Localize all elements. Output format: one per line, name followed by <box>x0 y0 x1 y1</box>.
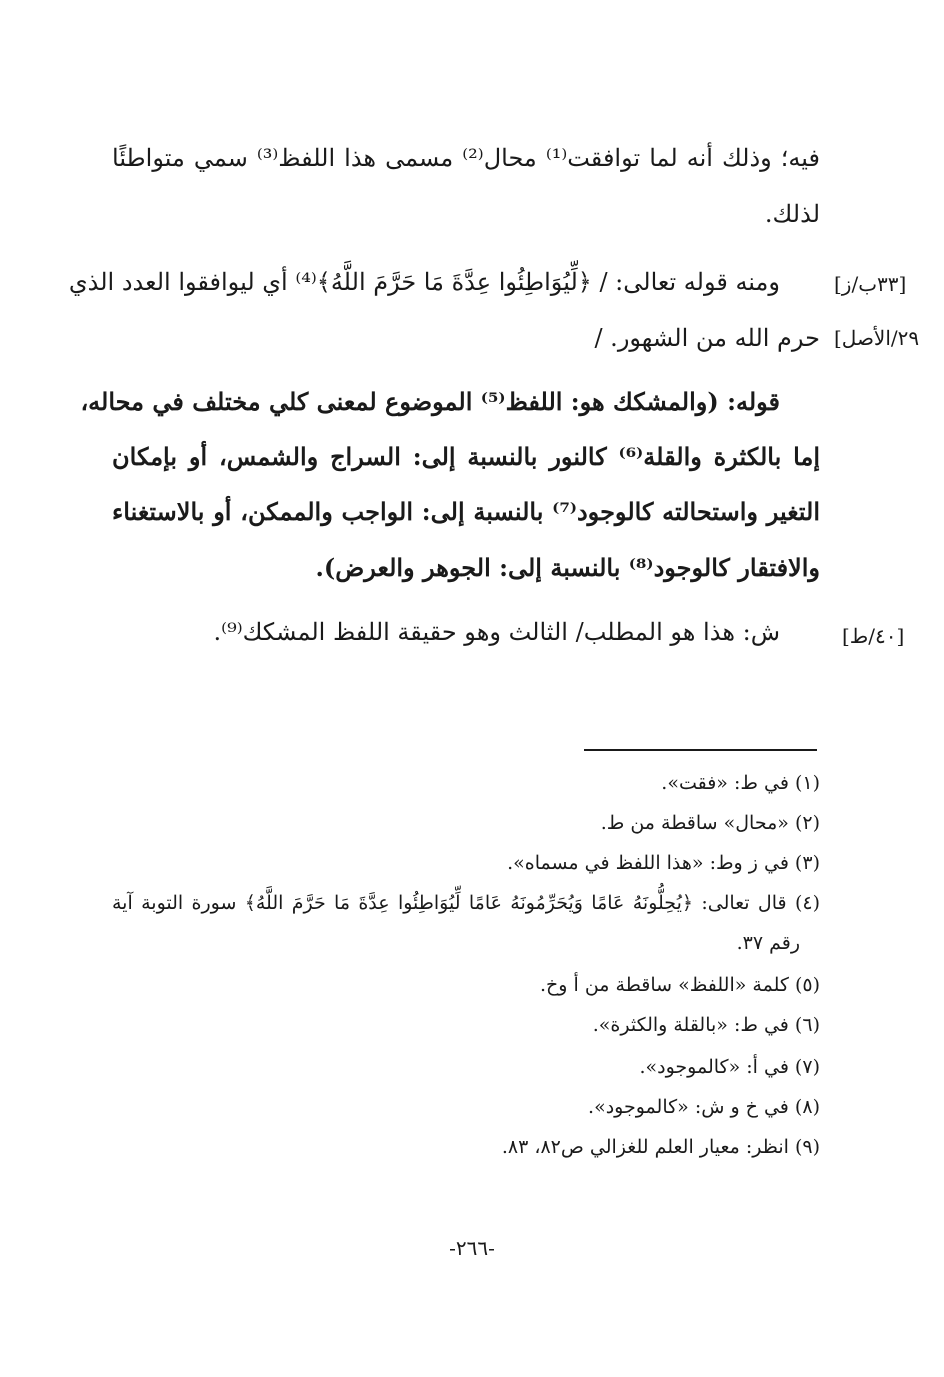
body-line-6: إما بالكثرة والقلة⁽⁶⁾ كالنور بالنسبة إلى: السراج والشمس، أو بإمكان <box>112 442 820 471</box>
body-line-7: التغير واستحالته كالوجود⁽⁷⁾ بالنسبة إلى: الواجب والممكن، أو بالاستغناء <box>112 497 820 526</box>
body-line-2: لذلك. <box>764 200 820 228</box>
footnote-4-continued: رقم ٣٧. <box>736 932 800 954</box>
footnote-9: (٩) انظر: معيار العلم للغزالي ص٨٢، ٨٣. <box>501 1136 820 1158</box>
body-line-3: ومنه قوله تعالى: / ﴿لِّيُوَاطِئُوا عِدَّةَ مَا حَرَّمَ اللَّهُ﴾⁽⁴⁾ أي ليوافقوا العدد الذي <box>68 268 780 296</box>
footnote-divider <box>584 749 817 751</box>
footnote-5: (٥) كلمة «اللفظ» ساقطة من أ وخ. <box>539 974 820 996</box>
footnote-6: (٦) في ط: «بالقلة والكثرة». <box>592 1014 820 1036</box>
margin-note-33b-z: [٣٣ب/ز] <box>834 272 907 296</box>
footnote-8: (٨) في خ و ش: «كالموجود». <box>588 1096 820 1118</box>
body-line-4: حرم الله من الشهور. / <box>594 324 820 352</box>
body-line-9: ش: هذا هو المطلب/ الثالث وهو حقيقة اللفظ المشكك⁽⁹⁾. <box>213 618 780 646</box>
margin-note-40-t: [٤٠/ط] <box>842 624 905 648</box>
footnote-7: (٧) في أ: «كالموجود». <box>639 1056 820 1078</box>
body-line-8: والافتقار كالوجود⁽⁸⁾ بالنسبة إلى: الجوهر والعرض). <box>315 553 820 582</box>
margin-note-29-asl: ٢٩/الأصل] <box>834 326 920 350</box>
footnote-3: (٣) في ز وط: «هذا اللفظ في مسماه». <box>507 852 820 874</box>
body-line-5: قوله: (والمشكك هو: اللفظ⁽⁵⁾ الموضوع لمعنى كلي مختلف في محاله، <box>80 387 780 416</box>
footnote-4: (٤) قال تعالى: ﴿يُحِلُّونَهُ عَامًا وَيُحَرِّمُونَهُ عَامًا لِّيُوَاطِئُوا عِدَّةَ مَا حَرَّمَ اللَّهُ﴾ سورة التوبة آية <box>112 892 820 914</box>
footnote-1: (١) في ط: «فقت». <box>661 772 820 794</box>
body-line-1: فيه؛ وذلك أنه لما توافقت⁽¹⁾ محال⁽²⁾ مسمى هذا اللفظ⁽³⁾ سمي متواطئًا <box>112 144 821 172</box>
page-number: -٢٦٦- <box>449 1236 495 1260</box>
footnote-2: (٢) «محال» ساقطة من ط. <box>600 812 820 834</box>
